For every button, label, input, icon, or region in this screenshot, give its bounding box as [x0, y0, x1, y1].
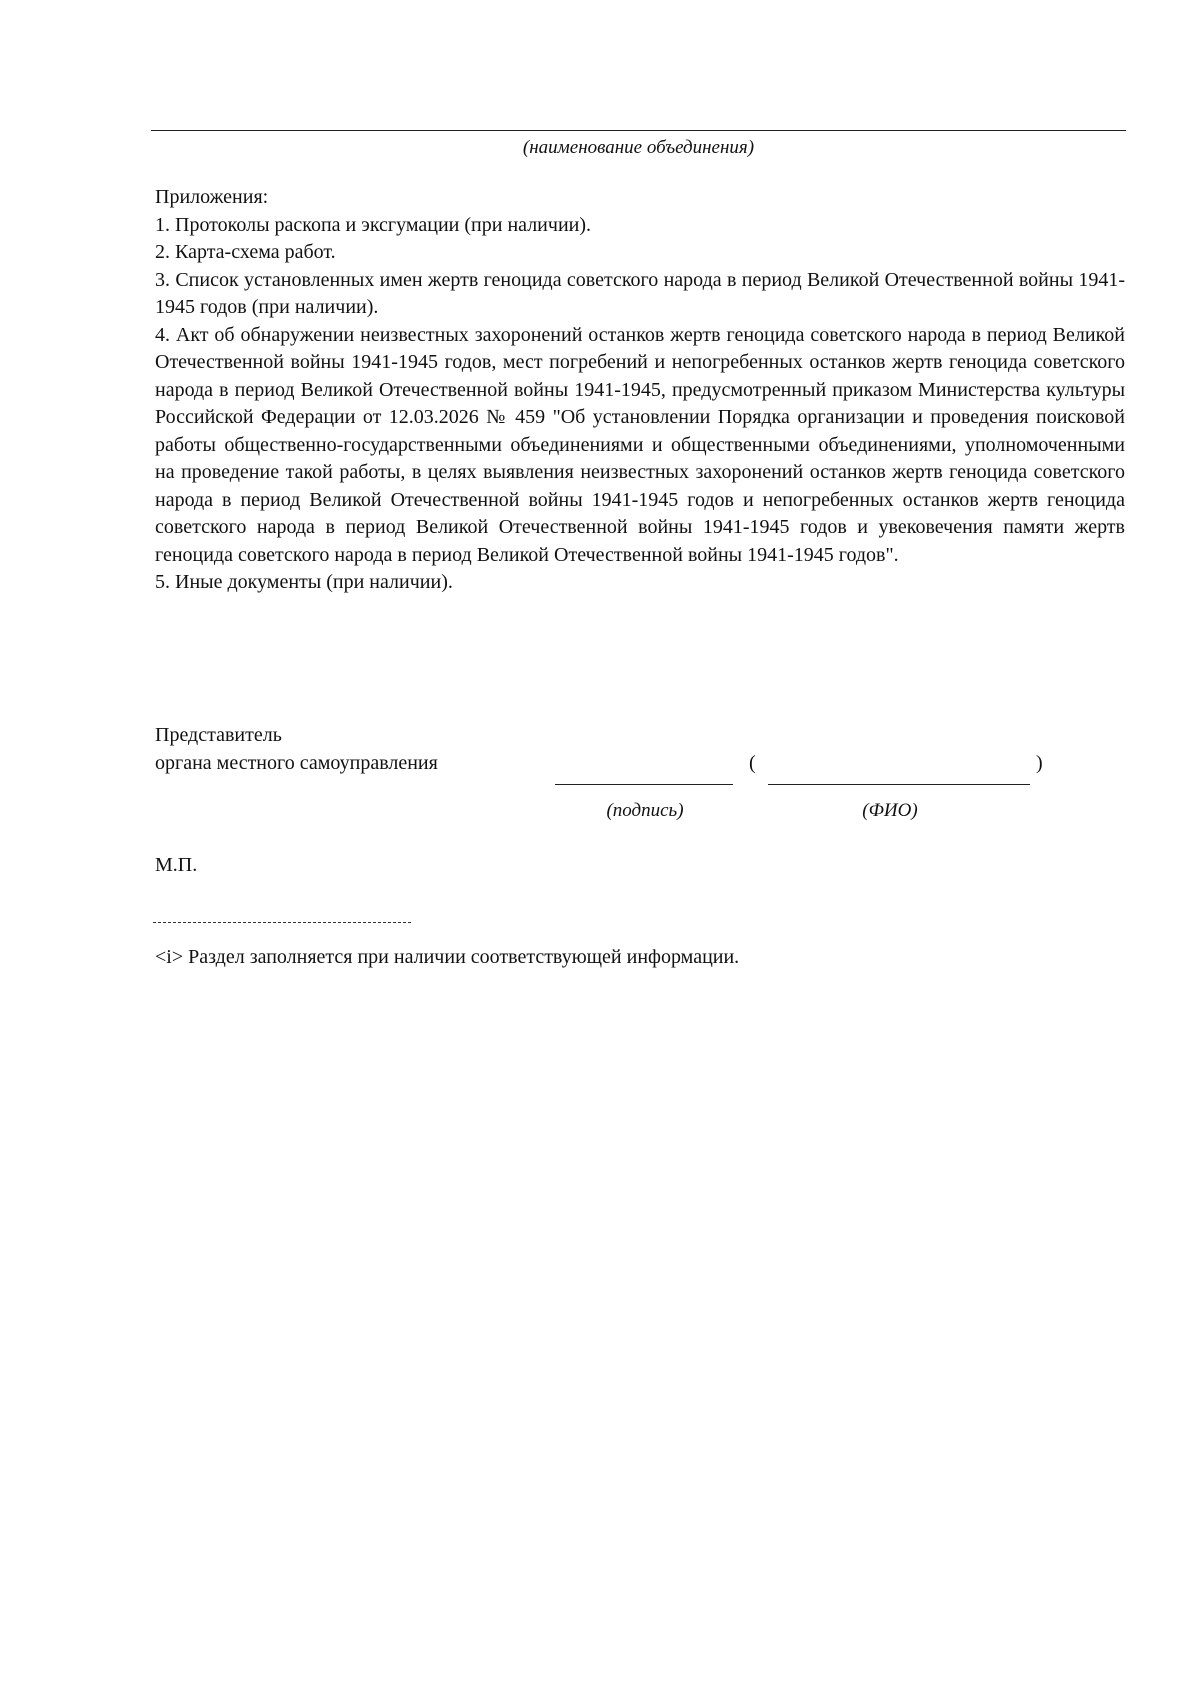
representative-label-line1: Представитель: [155, 724, 282, 746]
footnote-separator: [153, 922, 411, 923]
name-paren-open: (: [749, 752, 756, 774]
appendix-item: 1. Протоколы раскопа и эксгумации (при наличии).: [155, 213, 592, 236]
name-paren-close: ): [1036, 752, 1043, 774]
appendix-item: 3. Список установленных имен жертв геноцида советского народа в период Великой Отечественной войны 1941-1945 годов (при наличии).: [155, 268, 1125, 318]
full-name-caption: (ФИО): [862, 800, 918, 821]
org-name-line: [151, 130, 1126, 131]
signature-line: [555, 784, 733, 785]
representative-label: [155, 722, 438, 777]
footnote: <i> Раздел заполняется при наличии соответствующей информации.: [155, 946, 740, 968]
appendix-section: [155, 184, 1125, 597]
appendix-title: Приложения:: [155, 186, 269, 208]
full-name-line: [768, 784, 1030, 785]
appendix-item: 4. Акт об обнаружении неизвестных захоронений останков жертв геноцида советского народа в период Великой Отечественной войны 1941-1945 годов, мест погребений и непогребенных останков жертв геноцида советского народа в период Великой Отечественной войны 1941-1945, предусмотренный приказом Министерства культуры Российской Федерации от 12.03.2026 № 459 "Об установлении Порядка организации и проведения поисковой работы общественно-государственными объединениями и общественными объединениями, уполномоченными на проведение такой работы, в целях выявления неизвестных захоронений останков жертв геноцида советского народа в период Великой Отечественной войны 1941-1945 годов и непогребенных останков жертв геноцида советского народа в период Великой Отечественной войны 1941-1945 годов и увековечения памяти жертв геноцида советского народа в период Великой Отечественной войны 1941-1945 годов".: [155, 323, 1125, 566]
stamp-placeholder: М.П.: [155, 854, 198, 876]
signature-caption: (подпись): [606, 800, 684, 821]
appendix-item: 2. Карта-схема работ.: [155, 241, 336, 263]
representative-label-line2: органа местного самоуправления: [155, 751, 438, 774]
appendix-item: 5. Иные документы (при наличии).: [155, 571, 453, 593]
org-name-caption: (наименование объединения): [522, 137, 755, 158]
